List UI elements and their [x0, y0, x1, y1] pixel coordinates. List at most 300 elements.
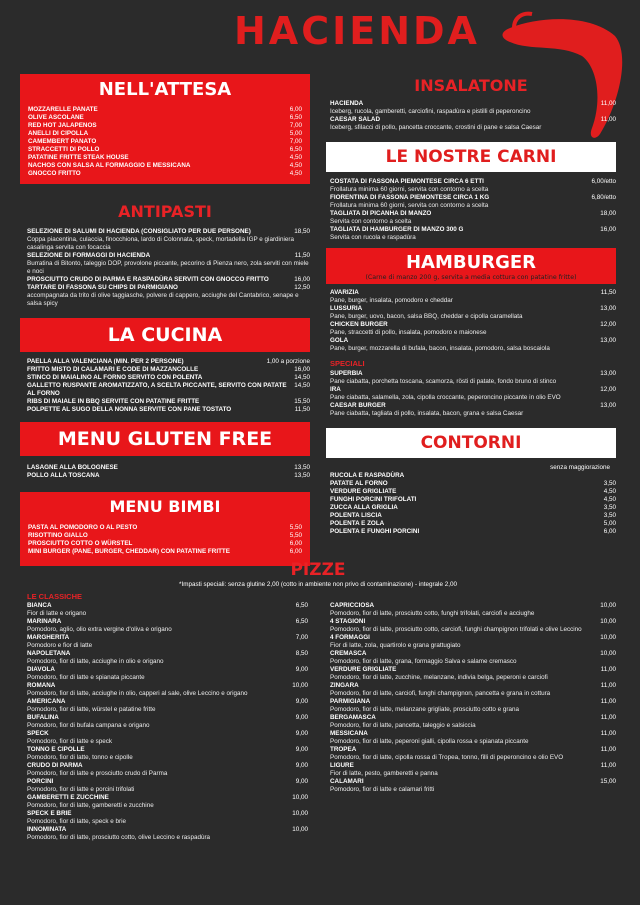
menu-item: [330, 730, 616, 738]
item-description: Pomodoro, fior di latte, gamberetti e zucchine: [27, 802, 154, 809]
brand-logo: HACIENDA: [234, 9, 480, 53]
item-description: Frollatura minima 60 giorni, servita con contorno a scelta: [330, 186, 489, 193]
item-list: [27, 228, 310, 308]
menu-item: [330, 602, 616, 610]
item-name: ZUCCA ALLA GRIGLIA: [330, 504, 398, 511]
section-title: MENU BIMBI: [109, 497, 221, 516]
right-column: [326, 76, 616, 536]
nell-attesa-panel: [20, 74, 310, 184]
item-description: Pomodoro, fior di latte, würstel e patatine fritte: [27, 706, 156, 713]
item-name: PROSCIUTTO CRUDO DI PARMA E RASPADÙRA SERVITI CON GNOCCO FRITTO: [27, 276, 269, 283]
item-description: Pane, burger, uovo, bacon, salsa BBQ, cheddar e cipolla caramellata: [330, 313, 523, 320]
item-name: INNOMINATA: [27, 826, 67, 833]
menu-item: [28, 146, 302, 154]
menu-item: [330, 488, 616, 496]
menu-item: [27, 714, 308, 722]
item-name: PATATINE FRITTE STEAK HOUSE: [28, 154, 129, 161]
item-price: 7,00: [295, 634, 308, 641]
item-list: [330, 289, 616, 353]
menu-item: [330, 528, 616, 536]
item-price: 11,00: [600, 666, 616, 673]
item-description: Pomodoro, fior di latte, acciughe in olio, capperi al sale, olive Leccino e origano: [27, 690, 248, 697]
item-name: CHICKEN BURGER: [330, 321, 388, 328]
menu-item: [330, 496, 616, 504]
item-price: 13,50: [294, 464, 310, 471]
menu-item: [330, 100, 616, 108]
item-list: [330, 602, 616, 794]
item-name: 4 STAGIONI: [330, 618, 366, 625]
item-description: Pomodoro, fior di latte, prosciutto cotto, olive Leccino e raspadùra: [27, 834, 211, 841]
item-name: IRA: [330, 386, 341, 393]
item-price: 7,00: [289, 138, 302, 145]
item-description: Pane ciabatta, tagliata di pollo, insalata, bacon, grana e salsa Caesar: [330, 410, 524, 417]
menu-item: [330, 634, 616, 642]
menu-item: [330, 472, 616, 480]
menu-item: [27, 666, 308, 674]
menu-item: [27, 762, 308, 770]
item-name: BIANCA: [27, 602, 52, 609]
item-list: [28, 106, 302, 178]
item-price: 9,00: [295, 714, 308, 721]
item-price: 14,50: [294, 382, 310, 389]
item-name: GOLA: [330, 337, 349, 344]
item-name: LIGURE: [330, 762, 354, 769]
menu-item: [330, 178, 616, 186]
item-description: Pomodoro, fior di latte e speck: [27, 738, 113, 745]
item-name: CAMEMBERT PANATO: [28, 138, 97, 145]
item-price: 5,50: [289, 532, 302, 539]
item-description: accompagnata da trito di olive taggiasche, polvere di cappero, acciughe del Cantabrico, senape e salsa spicy: [27, 292, 299, 307]
section-title: ANTIPASTI: [118, 202, 212, 221]
item-description: Pomodoro, fior di latte, tonno e cipolle: [27, 754, 133, 761]
item-description: Pomodoro, fior di bufala campana e origano: [27, 722, 150, 729]
item-description: Fior di latte, zola, quartirolo e grana grattugiato: [330, 642, 461, 649]
item-name: VERDURE GRIGLIATE: [330, 488, 397, 495]
item-price: 11,00: [600, 762, 616, 769]
item-name: FIORENTINA DI FASSONA PIEMONTESE CIRCA 1 KG: [330, 194, 490, 201]
item-name: CREMASCA: [330, 650, 367, 657]
item-description: Servita con contorno a scelta: [330, 218, 412, 225]
item-description: Pomodoro, fior di latte, pancetta, taleggio e salsiccia: [330, 722, 476, 729]
item-name: FRITTO MISTO DI CALAMARI E CODE DI MAZZANCOLLE: [27, 366, 199, 373]
item-name: TONNO E CIPOLLE: [27, 746, 85, 753]
menu-item: [330, 520, 616, 528]
menu-item: [330, 480, 616, 488]
item-name: BERGAMASCA: [330, 714, 376, 721]
item-price: 10,00: [292, 826, 308, 833]
section-title: PIZZE: [290, 560, 346, 580]
item-price: 4,50: [603, 496, 616, 503]
item-name: AVARIZIA: [330, 289, 359, 296]
item-price: 9,00: [295, 762, 308, 769]
item-price: 11,00: [600, 698, 616, 705]
item-description: Pomodoro, fior di latte, speck e brie: [27, 818, 127, 825]
menu-item: [330, 337, 616, 345]
section-banner: [326, 248, 616, 284]
menu-item: [27, 228, 310, 236]
item-name: TAGLIATA DI HAMBURGER DI MANZO 300 G: [330, 226, 464, 233]
item-price: 10,00: [600, 650, 616, 657]
item-price: 18,50: [294, 228, 310, 235]
menu-item: [27, 810, 308, 818]
menu-item: [27, 358, 310, 366]
menu-item: [28, 154, 302, 162]
item-price: 11,50: [294, 406, 310, 413]
menu-item: [28, 170, 302, 178]
item-name: AMERICANA: [27, 698, 66, 705]
item-price: 9,00: [295, 666, 308, 673]
item-price: 3,50: [603, 512, 616, 519]
item-name: RIBS DI MAIALE IN BBQ SERVITE CON PATATINE FRITTE: [27, 398, 200, 405]
item-name: FUNGHI PORCINI TRIFOLATI: [330, 496, 417, 503]
item-description: Pane ciabatta, salamella, zola, cipolla croccante, peperoncino piccante in olio EVO: [330, 394, 561, 401]
item-name: SELEZIONE DI SALUMI DI HACIENDA (CONSIGLIATO PER DUE PERSONE): [27, 228, 251, 235]
menu-item: [330, 194, 616, 202]
item-price: 11,50: [294, 252, 310, 259]
item-name: CAESAR BURGER: [330, 402, 386, 409]
item-description: Pane, burger, insalata, pomodoro e cheddar: [330, 297, 453, 304]
note-text: senza maggiorazione: [550, 464, 610, 471]
item-price: [610, 472, 616, 480]
item-price: 14,50: [294, 374, 310, 381]
item-description: Iceberg, rucola, gamberetti, carciofini, raspadùra e pistilli di peperoncino: [330, 108, 531, 115]
section-title: HAMBURGER: [405, 252, 537, 273]
menu-item: [27, 382, 310, 398]
item-description: Pomodoro, aglio, olio extra vergine d'oliva e origano: [27, 626, 172, 633]
menu-item: [27, 682, 308, 690]
item-description: Pomodoro, fior di latte, carciofi, funghi champignon, pancetta e grana in cottura: [330, 690, 551, 697]
item-description: Pomodoro, fior di latte, grana, formaggio Salva e salame cremasco: [330, 658, 517, 665]
item-name: PATATE AL FORNO: [330, 480, 388, 487]
menu-item: [28, 138, 302, 146]
item-name: GAMBERETTI E ZUCCHINE: [27, 794, 109, 801]
menu-item: [330, 402, 616, 410]
menu-item: [27, 826, 308, 834]
item-price: 5,00: [289, 130, 302, 137]
menu-item: [330, 666, 616, 674]
item-price: 12,50: [294, 284, 310, 291]
item-price: 10,00: [292, 682, 308, 689]
menu-item: [28, 130, 302, 138]
item-name: LASAGNE ALLA BOLOGNESE: [27, 464, 118, 471]
item-list: [330, 178, 616, 242]
menu-item: [27, 252, 310, 260]
item-description: Pomodoro, fior di latte, cipolla rossa di Tropea, tonno, filli di peperoncino e olio EVO: [330, 754, 564, 761]
item-description: Frollatura minima 60 giorni, servita con contorno a scelta: [330, 202, 489, 209]
menu-item: [27, 746, 308, 754]
section-banner: LA CUCINA: [20, 318, 310, 352]
item-name: DIAVOLA: [27, 666, 55, 673]
item-name: MESSICANA: [330, 730, 368, 737]
item-description: Burratina di Bitonto, taleggio DOP, provolone piccante, pecorino di Pienza nero, zola serviti con miele e noci: [27, 260, 309, 275]
contorni-note: [330, 464, 610, 472]
menu-item: [330, 650, 616, 658]
section-title: INSALATONE: [414, 76, 528, 95]
item-name: GALLETTO RUSPANTE AROMATIZZATO, A SCELTA PICCANTE, SERVITO CON PATATE AL FORNO: [27, 382, 287, 397]
item-list: [330, 472, 616, 536]
item-description: Pomodoro, fior di latte, prosciutto cotto, funghi trifolati, carciofi e acciughe: [330, 610, 535, 617]
menu-item: [330, 210, 616, 218]
item-price: 9,00: [295, 746, 308, 753]
item-price: 12,00: [600, 321, 616, 328]
item-price: 13,00: [600, 370, 616, 377]
item-price: 4,50: [603, 488, 616, 495]
item-price: 11,00: [600, 746, 616, 753]
menu-item: [330, 778, 616, 786]
menu-item: [27, 602, 308, 610]
section-note: (Carne di manzo 200 g, servita a media cottura con patatine fritte): [365, 274, 577, 281]
menu-item: [28, 114, 302, 122]
menu-item: [28, 548, 302, 556]
item-name: NACHOS CON SALSA AL FORMAGGIO E MESSICANA: [28, 162, 191, 169]
item-name: CALAMARI: [330, 778, 364, 785]
item-description: Fior di latte, pesto, gamberetti e panna: [330, 770, 438, 777]
menu-item: [27, 366, 310, 374]
item-name: PARMIGIANA: [330, 698, 371, 705]
menu-item: [27, 650, 308, 658]
item-price: 10,00: [600, 602, 616, 609]
item-name: 4 FORMAGGI: [330, 634, 370, 641]
item-list: [330, 100, 616, 132]
item-price: 6,80/etto: [591, 194, 616, 201]
item-price: 4,50: [289, 170, 302, 177]
item-price: 9,00: [295, 730, 308, 737]
classic-label: LE CLASSICHE: [27, 592, 83, 601]
item-name: ANELLI DI CIPOLLA: [28, 130, 89, 137]
menu-item: [27, 698, 308, 706]
menu-item: [330, 762, 616, 770]
item-price: 6,00: [603, 528, 616, 535]
item-description: Pomodoro, fior di latte, melanzane grigliate, prosciutto cotto e grana: [330, 706, 520, 713]
item-name: RISOTTINO GIALLO: [28, 532, 88, 539]
item-name: GNOCCO FRITTO: [28, 170, 81, 177]
item-price: 8,50: [295, 650, 308, 657]
menu-item: [330, 116, 616, 124]
item-description: Pomodoro, fior di latte e porcini trifolati: [27, 786, 135, 793]
item-name: MINI BURGER (PANE, BURGER, CHEDDAR) CON PATATINE FRITTE: [28, 548, 230, 555]
menu-item: [27, 398, 310, 406]
item-price: 13,00: [600, 337, 616, 344]
menu-item: [330, 714, 616, 722]
item-price: 6,50: [289, 146, 302, 153]
item-description: Pomodoro, fior di latte, peperoni gialli, cipolla rossa e spianata piccante: [330, 738, 529, 745]
menu-item: [330, 746, 616, 754]
item-list: [27, 358, 310, 414]
item-price: 6,50: [289, 114, 302, 121]
menu-item: [27, 374, 310, 382]
item-name: OLIVE ASCOLANE: [28, 114, 84, 121]
item-description: Pomodoro, fior di latte e calamari fritti: [330, 786, 435, 793]
item-price: 3,50: [603, 480, 616, 487]
item-name: TARTARE DI FASSONA SU CHIPS DI PARMIGIANO: [27, 284, 178, 291]
menu-item: [27, 472, 310, 480]
item-price: 6,00/etto: [591, 178, 616, 185]
item-name: MOZZARELLE PANATE: [28, 106, 98, 113]
item-price: 3,50: [603, 504, 616, 511]
item-price: 13,00: [600, 305, 616, 312]
item-price: 6,00: [289, 548, 302, 555]
menu-item: [27, 464, 310, 472]
menu-item: [330, 289, 616, 297]
item-price: 16,00: [600, 226, 616, 233]
pizze-columns: [20, 592, 616, 842]
special-label: SPECIALI: [330, 359, 365, 368]
left-column: [20, 74, 310, 566]
item-name: STRACCETTI DI POLLO: [28, 146, 100, 153]
item-description: Pomodoro, fior di latte, zucchine, melanzane, indivia belga, peperoni e carciofi: [330, 674, 548, 681]
item-name: VERDURE GRIGLIATE: [330, 666, 397, 673]
item-name: COSTATA DI FASSONA PIEMONTESE CIRCA 6 ETTI: [330, 178, 484, 185]
section-banner: MENU GLUTEN FREE: [20, 422, 310, 456]
item-price: 9,00: [295, 698, 308, 705]
item-price: 4,50: [289, 162, 302, 169]
section-note: *Impasti speciali: senza glutine 2,00 (cotto in ambiente non privo di contaminazione) - integrale 2,00: [179, 581, 457, 588]
section-banner: CONTORNI: [326, 428, 616, 458]
item-description: Pane, straccetti di pollo, insalata, pomodoro e maionese: [330, 329, 487, 336]
item-price: 13,00: [600, 402, 616, 409]
menu-item: [28, 122, 302, 130]
item-description: Pane, burger, mozzarella di bufala, bacon, insalata, pomodoro, salsa boscaiola: [330, 345, 550, 352]
menu-item: [330, 504, 616, 512]
item-list: [27, 602, 308, 842]
item-price: 10,00: [292, 794, 308, 801]
menu-item: [27, 794, 308, 802]
menu-item: [27, 730, 308, 738]
item-name: PROSCIUTTO COTTO O WÜRSTEL: [28, 540, 133, 547]
item-name: LUSSURIA: [330, 305, 363, 312]
item-price: 10,00: [600, 618, 616, 625]
menu-item: [330, 305, 616, 313]
item-name: SPECK E BRIE: [27, 810, 72, 817]
item-price: 15,50: [294, 398, 310, 405]
item-price: 16,00: [294, 276, 310, 283]
item-name: NAPOLETANA: [27, 650, 71, 657]
item-price: 10,00: [600, 634, 616, 641]
item-name: RED HOT JALAPENOS: [28, 122, 97, 129]
item-name: CAPRICCIOSA: [330, 602, 375, 609]
pizze-left: [20, 592, 308, 842]
item-price: 9,00: [295, 778, 308, 785]
item-description: Servita con rucola e raspadùra: [330, 234, 416, 241]
item-name: HACIENDA: [330, 100, 364, 107]
menu-item: [330, 370, 616, 378]
item-name: PASTA AL POMODORO O AL PESTO: [28, 524, 138, 531]
item-list: [330, 370, 616, 418]
item-price: 11,00: [600, 714, 616, 721]
item-price: 1,00 a porzione: [266, 358, 310, 365]
item-price: 11,00: [600, 116, 616, 123]
menu-item: [330, 698, 616, 706]
item-name: POLENTA E FUNGHI PORCINI: [330, 528, 420, 535]
item-price: 6,50: [295, 602, 308, 609]
item-name: CAESAR SALAD: [330, 116, 381, 123]
menu-item: [330, 618, 616, 626]
item-name: ZINGARA: [330, 682, 359, 689]
item-price: 11,00: [600, 682, 616, 689]
menu-item: [27, 634, 308, 642]
item-price: 5,50: [289, 524, 302, 531]
item-description: Pomodoro, fior di latte e spianata piccante: [27, 674, 145, 681]
item-price: 18,00: [600, 210, 616, 217]
section-banner: LE NOSTRE CARNI: [326, 142, 616, 172]
item-description: Pomodoro e fior di latte: [27, 642, 93, 649]
item-name: SUPERBIA: [330, 370, 363, 377]
item-price: 7,00: [289, 122, 302, 129]
menu-item: [27, 778, 308, 786]
item-description: Fior di latte e origano: [27, 610, 87, 617]
item-name: POLENTA LISCIA: [330, 512, 382, 519]
item-list: [27, 464, 310, 480]
item-price: 6,00: [289, 540, 302, 547]
item-name: SELEZIONE DI FORMAGGI DI HACIENDA: [27, 252, 151, 259]
item-description: Coppa piacentina, culaccia, finocchiona, lardo di Colonnata, speck, mortadella IGP e giardiniera casalinga servita con focaccia: [27, 236, 294, 251]
item-list: [28, 524, 302, 556]
menu-item: [330, 226, 616, 234]
item-name: MARGHERITA: [27, 634, 70, 641]
item-name: TROPEA: [330, 746, 357, 753]
menu-item: [27, 618, 308, 626]
menu-item: [330, 512, 616, 520]
item-price: 11,50: [600, 289, 616, 296]
item-price: 11,00: [600, 100, 616, 107]
item-price: 10,00: [292, 810, 308, 817]
item-name: ROMANA: [27, 682, 56, 689]
menu-item: [28, 162, 302, 170]
item-name: STINCO DI MAIALINO AL FORNO SERVITO CON POLENTA: [27, 374, 203, 381]
section-title: NELL'ATTESA: [98, 79, 232, 100]
item-name: POLENTA E ZOLA: [330, 520, 385, 527]
menu-item: [27, 276, 310, 284]
item-name: PORCINI: [27, 778, 54, 785]
item-name: PAELLA ALLA VALENCIANA (MIN. PER 2 PERSONE): [27, 358, 184, 365]
menu-item: [28, 106, 302, 114]
item-price: 6,00: [289, 106, 302, 113]
item-name: BUFALINA: [27, 714, 59, 721]
item-name: SPECK: [27, 730, 49, 737]
item-price: 13,50: [294, 472, 310, 479]
item-name: POLPETTE AL SUGO DELLA NONNA SERVITE CON PANE TOSTATO: [27, 406, 232, 413]
item-price: 15,00: [600, 778, 616, 785]
item-price: 5,00: [603, 520, 616, 527]
item-price: 4,50: [289, 154, 302, 161]
menu-item: [330, 386, 616, 394]
menu-item: [28, 532, 302, 540]
menu-item: [330, 682, 616, 690]
item-price: 16,00: [294, 366, 310, 373]
item-price: 12,00: [600, 386, 616, 393]
item-name: MARINARA: [27, 618, 62, 625]
item-description: Pane ciabatta, porchetta toscana, scamorza, rösti di patate, fondo bruno di stinco: [330, 378, 557, 385]
item-description: Pomodoro, fior di latte, acciughe in olio e origano: [27, 658, 164, 665]
item-name: CRUDO DI PARMA: [27, 762, 83, 769]
pizze-right: [328, 592, 616, 842]
menu-item: [330, 321, 616, 329]
menu-item: [27, 284, 310, 292]
item-name: RUCOLA E RASPADÙRA: [330, 472, 405, 479]
menu-item: [27, 406, 310, 414]
pizze-section: [20, 560, 616, 842]
item-description: Iceberg, sfilacci di pollo, pancetta croccante, crostini di pane e salsa Caesar: [330, 124, 542, 131]
item-price: 11,00: [600, 730, 616, 737]
item-name: TAGLIATA DI PICANHA DI MANZO: [330, 210, 432, 217]
item-description: Pomodoro, fior di latte, prosciutto cotto, carciofi, funghi champignon trifolati e olive Leccino: [330, 626, 582, 633]
bimbi-panel: [20, 492, 310, 566]
menu-item: [28, 540, 302, 548]
item-name: POLLO ALLA TOSCANA: [27, 472, 100, 479]
item-description: Pomodoro, fior di latte e prosciutto crudo di Parma: [27, 770, 168, 777]
menu-item: [28, 524, 302, 532]
item-price: 6,50: [295, 618, 308, 625]
